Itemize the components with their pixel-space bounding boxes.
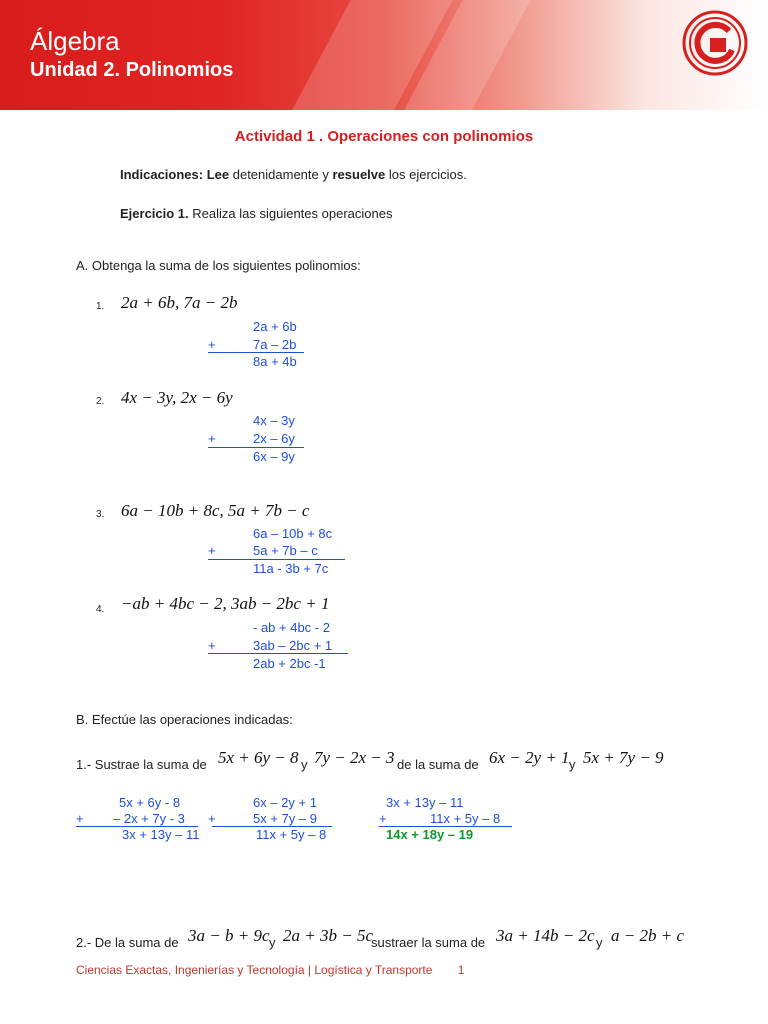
item-number: 4. xyxy=(96,604,105,615)
indications-line xyxy=(120,167,467,182)
activity-title: Actividad 1 . Operaciones con polinomios xyxy=(234,128,534,145)
final-answer: 14x + 18y – 19 xyxy=(386,827,474,842)
sum-row-2: 2x – 6y xyxy=(253,431,295,446)
problem-text: y xyxy=(569,757,576,772)
sum-line xyxy=(208,653,348,654)
polynomial-expression: −ab + 4bc − 2, 3ab − 2bc + 1 xyxy=(121,594,330,613)
plus-sign: + xyxy=(76,811,84,826)
problem-expression: 6x − 2y + 1 xyxy=(489,748,570,767)
plus-sign: + xyxy=(208,431,216,446)
sum-row-1: 6a – 10b + 8c xyxy=(253,526,333,541)
work-result: 11x + 5y – 8 xyxy=(256,827,327,842)
page-number: 1 xyxy=(457,963,465,977)
sum-row-2: 7a – 2b xyxy=(253,337,297,352)
sum-line xyxy=(208,559,345,560)
document-title: Álgebra xyxy=(30,26,120,56)
section-b-heading: B. Efectúe las operaciones indicadas: xyxy=(76,712,293,727)
item-number: 3. xyxy=(96,509,105,520)
sum-result: 2ab + 2bc -1 xyxy=(253,656,326,671)
problem-text: y xyxy=(301,757,308,772)
item-number: 1. xyxy=(96,301,105,312)
university-logo-icon xyxy=(680,8,750,78)
section-a-heading: A. Obtenga la suma de los siguientes polinomios: xyxy=(76,258,361,273)
polynomial-expression: 6a − 10b + 8c, 5a + 7b − c xyxy=(121,501,310,520)
work-row-2: 5x + 7y – 9 xyxy=(253,811,317,826)
problem-text: 1.- Sustrae la suma de xyxy=(76,757,207,772)
sum-result: 11a - 3b + 7c xyxy=(253,561,329,576)
exercise-label: Ejercicio 1. xyxy=(120,206,189,221)
problem-expression: 7y − 2x − 3 xyxy=(314,748,395,767)
indications-word-lee: Lee xyxy=(206,167,230,182)
problem-text: 2.- De la suma de xyxy=(76,935,179,950)
polynomial-expression: 4x − 3y, 2x − 6y xyxy=(121,388,233,407)
sum-row-2: 3ab – 2bc + 1 xyxy=(253,638,333,653)
plus-sign: + xyxy=(379,811,387,826)
work-row-1: 5x + 6y - 8 xyxy=(119,795,181,810)
work-row-1: 6x – 2y + 1 xyxy=(253,795,317,810)
indications-label: Indicaciones: xyxy=(120,167,204,182)
polynomial-expression: 2a + 6b, 7a − 2b xyxy=(121,293,238,312)
item-number: 2. xyxy=(96,396,105,407)
plus-sign: + xyxy=(208,811,216,826)
exercise-text: Realiza las siguientes operaciones xyxy=(192,206,393,221)
sum-line xyxy=(208,447,304,448)
document-subtitle: Unidad 2. Polinomios xyxy=(30,59,234,81)
sum-line xyxy=(208,352,304,353)
plus-sign: + xyxy=(208,337,216,352)
problem-text: y xyxy=(596,935,603,950)
indications-text: detenidamente y xyxy=(232,167,329,182)
sum-row-1: - ab + 4bc - 2 xyxy=(253,620,330,635)
footer-text: Ciencias Exactas, Ingenierías y Tecnología | Logística y Transporte xyxy=(76,963,433,977)
page-header xyxy=(0,0,768,110)
work-row-2: – 2x + 7y - 3 xyxy=(113,811,185,826)
indications-word-resuelve: resuelve xyxy=(332,167,386,182)
indications-text: los ejercicios. xyxy=(388,167,467,182)
exercise-line xyxy=(120,206,392,221)
problem-expression: 3a − b + 9c xyxy=(188,926,270,945)
problem-text: sustraer la suma de xyxy=(371,935,486,950)
work-row-1: 3x + 13y – 11 xyxy=(386,795,464,810)
sum-row-1: 4x – 3y xyxy=(253,413,295,428)
work-row-2: 11x + 5y – 8 xyxy=(430,811,501,826)
sum-result: 6x – 9y xyxy=(253,449,295,464)
problem-text: de la suma de xyxy=(397,757,479,772)
problem-expression: 5x + 6y − 8 xyxy=(218,748,299,767)
plus-sign: + xyxy=(208,543,216,558)
problem-expression: 3a + 14b − 2c xyxy=(496,926,595,945)
work-result: 3x + 13y – 11 xyxy=(122,827,200,842)
problem-expression: a − 2b + c xyxy=(611,926,684,945)
sum-row-2: 5a + 7b – c xyxy=(253,543,318,558)
sum-row-1: 2a + 6b xyxy=(253,319,297,334)
problem-text: y xyxy=(269,935,276,950)
problem-expression: 5x + 7y − 9 xyxy=(583,748,664,767)
problem-expression: 2a + 3b − 5c xyxy=(283,926,373,945)
page-footer xyxy=(76,963,464,977)
sum-result: 8a + 4b xyxy=(253,354,297,369)
plus-sign: + xyxy=(208,638,216,653)
